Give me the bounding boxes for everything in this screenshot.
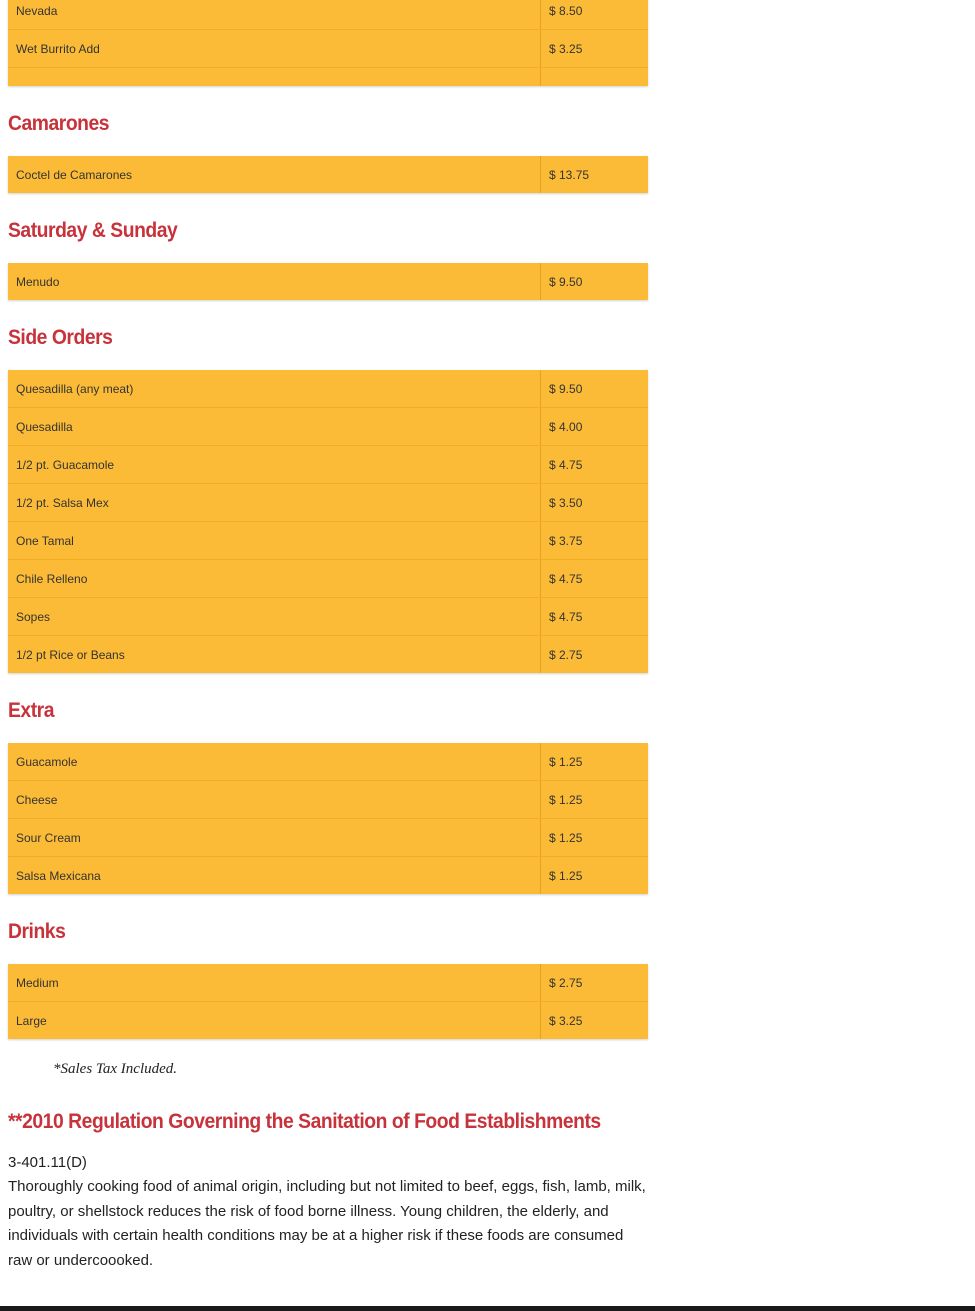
item-name: 1/2 pt Rice or Beans (16, 647, 125, 662)
item-name: Medium (8, 964, 541, 1002)
section-title-extra: Extra (8, 699, 55, 722)
item-name (8, 68, 541, 87)
section-title-weekend: Saturday & Sunday (8, 219, 178, 242)
regulation-text: Thoroughly cooking food of animal origin, including but not limited to beef, eggs, fish, lamb, milk, poultry, or shellstock reduces the risk of food borne illness. Young children, the elderly, and individuals with certain health conditions may be at a higher risk if these foods are consumed raw or undercoooked. (8, 1178, 646, 1269)
item-name: Cheese (8, 781, 541, 819)
item-price: $ 1.25 (541, 857, 649, 895)
item-price: $ 1.25 (541, 781, 649, 819)
table-row (8, 446, 648, 484)
regulation-title: **2010 Regulation Governing the Sanitation of Food Establishments (8, 1110, 601, 1133)
section-title-side-orders: Side Orders (8, 326, 113, 349)
item-name: Guacamole (8, 743, 541, 781)
item-name: Nevada (8, 0, 541, 30)
item-name: Wet Burrito Add (8, 30, 541, 68)
item-name: 1/2 pt. Salsa Mex (8, 484, 541, 522)
section-title-drinks: Drinks (8, 920, 66, 943)
menu-table-camarones (8, 156, 648, 193)
table-row (8, 156, 648, 193)
table-row (8, 30, 648, 68)
table-row (8, 263, 648, 300)
table-row (8, 819, 648, 857)
regulation-code: 3-401.11(D) (8, 1154, 87, 1171)
menu-table-extra (8, 743, 648, 894)
menu-table-top (8, 0, 648, 86)
table-row (8, 408, 648, 446)
item-price: $ 2.75 (541, 636, 649, 674)
table-row (8, 857, 648, 895)
item-price: $ 4.00 (541, 408, 649, 446)
item-price: $ 3.25 (541, 30, 649, 68)
item-price: $ 8.50 (541, 0, 649, 30)
item-price: $ 3.75 (541, 522, 649, 560)
item-name: Chile Relleno (8, 560, 541, 598)
table-row (8, 781, 648, 819)
item-name: Menudo (16, 274, 60, 289)
table-row (8, 1002, 648, 1040)
item-name: Quesadilla (8, 408, 541, 446)
item-name: One Tamal (8, 522, 541, 560)
table-row (8, 370, 648, 408)
table-row (8, 743, 648, 781)
table-row (8, 522, 648, 560)
table-row (8, 484, 648, 522)
item-price: $ 4.75 (541, 560, 649, 598)
item-name: Salsa Mexicana (16, 868, 101, 883)
footer-divider (0, 1306, 975, 1311)
item-name: Coctel de Camarones (16, 167, 133, 182)
item-price: $ 4.75 (541, 598, 649, 636)
section-title-camarones: Camarones (8, 112, 110, 135)
item-price: $ 1.25 (541, 743, 649, 781)
item-price: $ 1.25 (541, 819, 649, 857)
table-row (8, 560, 648, 598)
menu-table-weekend (8, 263, 648, 300)
item-name: Sour Cream (8, 819, 541, 857)
item-price: $ 9.50 (541, 263, 649, 300)
table-row (8, 598, 648, 636)
table-row (8, 0, 648, 30)
item-name: Large (16, 1013, 47, 1028)
item-name: 1/2 pt. Guacamole (8, 446, 541, 484)
table-row (8, 964, 648, 1002)
item-price (541, 68, 649, 87)
item-name: Sopes (8, 598, 541, 636)
table-row (8, 68, 648, 87)
item-price: $ 3.25 (541, 1002, 649, 1040)
item-price: $ 2.75 (541, 964, 649, 1002)
item-price: $ 13.75 (541, 156, 649, 193)
menu-table-drinks (8, 964, 648, 1039)
item-price: $ 9.50 (541, 370, 649, 408)
menu-table-side-orders (8, 370, 648, 673)
menu-content (8, 0, 648, 1273)
sales-tax-note: *Sales Tax Included. (53, 1061, 178, 1077)
item-price: $ 3.50 (541, 484, 649, 522)
item-price: $ 4.75 (541, 446, 649, 484)
item-name: Quesadilla (any meat) (8, 370, 541, 408)
table-row (8, 636, 648, 674)
